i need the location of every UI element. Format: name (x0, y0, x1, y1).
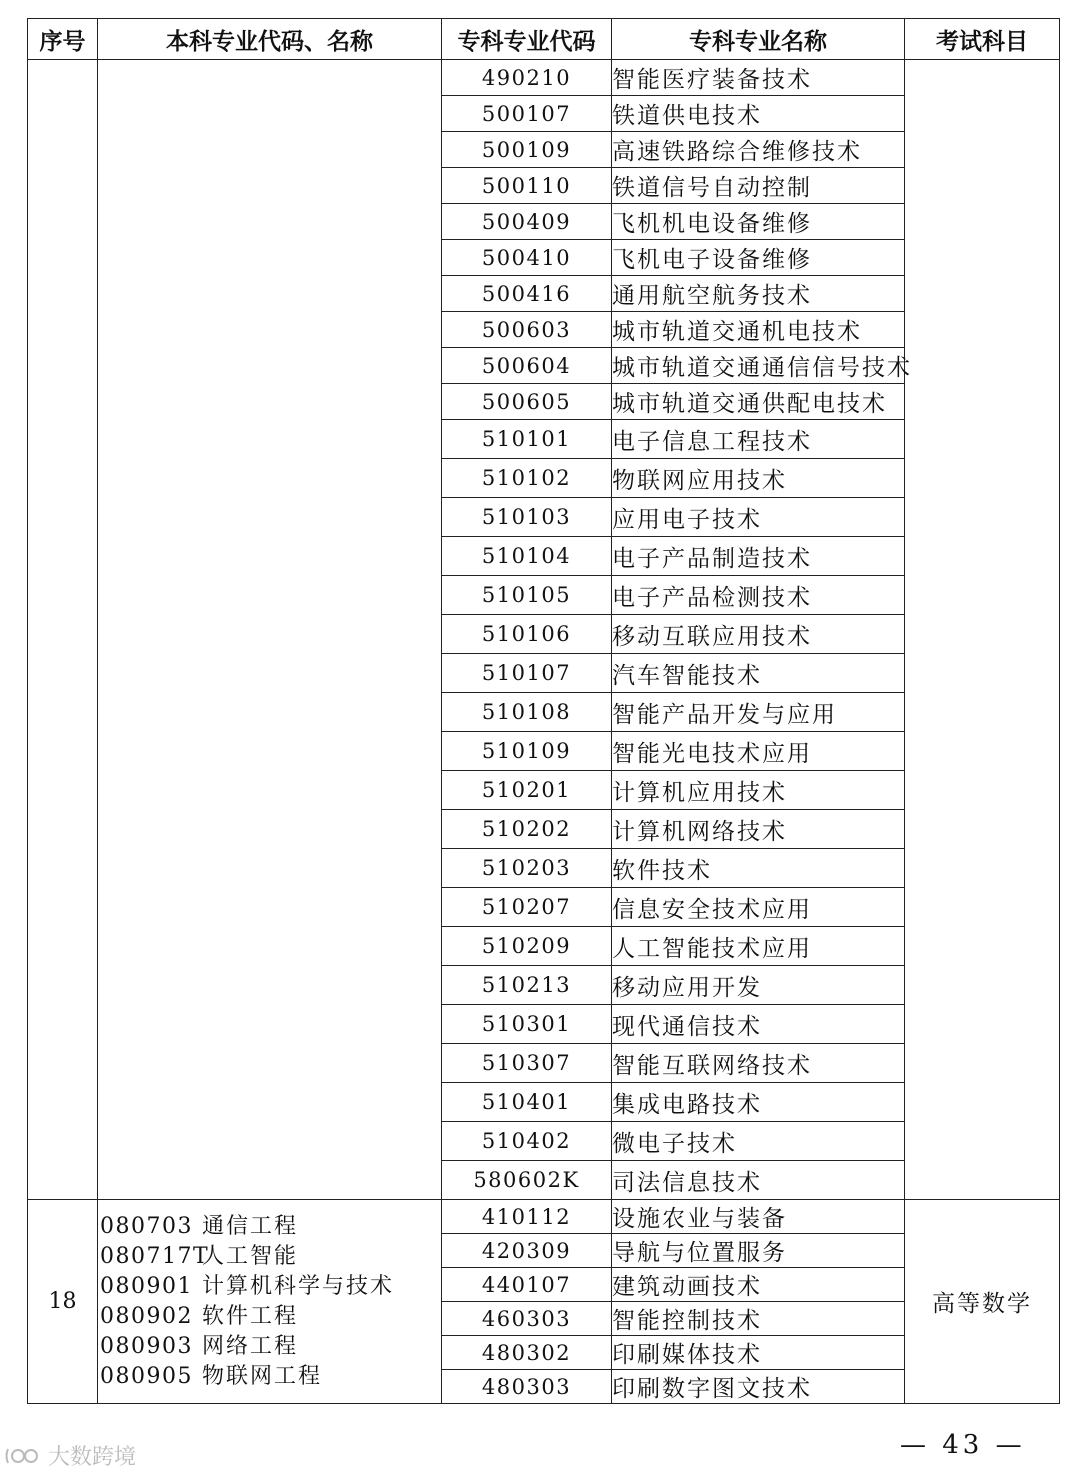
major-code: 410112 (442, 1200, 612, 1234)
major-name: 人工智能技术应用 (612, 927, 905, 966)
major-name: 移动应用开发 (612, 966, 905, 1005)
watermark-text: 大数跨境 (48, 1445, 137, 1470)
major-code: 420309 (442, 1234, 612, 1268)
seq-cell: 18 (28, 1200, 98, 1404)
major-code: 500604 (442, 348, 612, 384)
header-code: 专科专业代码 (442, 19, 612, 60)
major-name: 计算机应用技术 (612, 771, 905, 810)
major-name: 建筑动画技术 (612, 1268, 905, 1302)
major-name: 微电子技术 (612, 1122, 905, 1161)
undergrad-code: 080903 (100, 1333, 193, 1359)
major-name: 汽车智能技术 (612, 654, 905, 693)
major-name: 智能产品开发与应用 (612, 693, 905, 732)
major-name: 高速铁路综合维修技术 (612, 132, 905, 168)
major-code: 580602K (442, 1161, 612, 1200)
major-code: 460303 (442, 1302, 612, 1336)
major-code: 510307 (442, 1044, 612, 1083)
major-name: 计算机网络技术 (612, 810, 905, 849)
major-name: 铁道供电技术 (612, 96, 905, 132)
major-name: 设施农业与装备 (612, 1200, 905, 1234)
major-code: 500110 (442, 168, 612, 204)
header-row (28, 19, 1060, 60)
undergrad-name: 通信工程 (202, 1213, 299, 1239)
undergrad-item (98, 1272, 441, 1302)
undergrad-code: 080905 (100, 1363, 193, 1389)
major-name: 智能互联网络技术 (612, 1044, 905, 1083)
major-name: 电子产品检测技术 (612, 576, 905, 615)
major-name: 集成电路技术 (612, 1083, 905, 1122)
major-code: 510107 (442, 654, 612, 693)
major-name: 电子信息工程技术 (612, 420, 905, 459)
major-name: 飞机机电设备维修 (612, 204, 905, 240)
table-row (28, 60, 1060, 96)
undergrad-name: 人工智能 (202, 1243, 299, 1269)
major-code: 510201 (442, 771, 612, 810)
major-name: 城市轨道交通机电技术 (612, 312, 905, 348)
header-name: 专科专业名称 (612, 19, 905, 60)
major-code: 500416 (442, 276, 612, 312)
table-row (28, 1200, 1060, 1234)
majors-table (27, 18, 1060, 1404)
major-code: 480302 (442, 1336, 612, 1370)
undergrad-name: 网络工程 (202, 1333, 299, 1359)
major-name: 印刷媒体技术 (612, 1336, 905, 1370)
major-code: 510102 (442, 459, 612, 498)
major-name: 电子产品制造技术 (612, 537, 905, 576)
major-code: 510203 (442, 849, 612, 888)
major-code: 490210 (442, 60, 612, 96)
major-name: 印刷数字图文技术 (612, 1370, 905, 1404)
major-code: 510105 (442, 576, 612, 615)
major-name: 应用电子技术 (612, 498, 905, 537)
major-code: 510401 (442, 1083, 612, 1122)
major-code: 510104 (442, 537, 612, 576)
major-code: 510402 (442, 1122, 612, 1161)
major-code: 440107 (442, 1268, 612, 1302)
major-code: 510207 (442, 888, 612, 927)
major-name: 导航与位置服务 (612, 1234, 905, 1268)
header-subject: 考试科目 (905, 19, 1060, 60)
undergrad-item (98, 1362, 441, 1392)
major-name: 智能医疗装备技术 (612, 60, 905, 96)
major-code: 510106 (442, 615, 612, 654)
header-undergrad: 本科专业代码、名称 (98, 19, 442, 60)
major-name: 司法信息技术 (612, 1161, 905, 1200)
major-code: 510101 (442, 420, 612, 459)
major-name: 飞机电子设备维修 (612, 240, 905, 276)
major-code: 510108 (442, 693, 612, 732)
major-code: 480303 (442, 1370, 612, 1404)
major-code: 500107 (442, 96, 612, 132)
header-seq: 序号 (28, 19, 98, 60)
major-name: 通用航空航务技术 (612, 276, 905, 312)
major-code: 510103 (442, 498, 612, 537)
undergrad-code: 080901 (100, 1273, 193, 1299)
undergrad-cell (98, 1200, 442, 1404)
undergrad-code: 080703 (100, 1213, 193, 1239)
page-number: — 43 — (900, 1430, 1026, 1460)
major-code: 500603 (442, 312, 612, 348)
undergrad-cell-empty (98, 60, 442, 1200)
watermark (4, 1440, 136, 1471)
major-code: 500409 (442, 204, 612, 240)
major-name: 铁道信号自动控制 (612, 168, 905, 204)
major-code: 510202 (442, 810, 612, 849)
subject-cell-empty (905, 60, 1060, 1200)
major-name: 物联网应用技术 (612, 459, 905, 498)
major-name: 移动互联应用技术 (612, 615, 905, 654)
subject-cell: 高等数学 (905, 1200, 1060, 1404)
seq-cell-empty (28, 60, 98, 1200)
major-name: 智能光电技术应用 (612, 732, 905, 771)
undergrad-code: 080902 (100, 1303, 193, 1329)
major-name: 信息安全技术应用 (612, 888, 905, 927)
undergrad-item (98, 1242, 441, 1272)
major-code: 500605 (442, 384, 612, 420)
undergrad-item (98, 1212, 441, 1242)
undergrad-name: 物联网工程 (202, 1363, 323, 1389)
major-code: 500109 (442, 132, 612, 168)
major-code: 510109 (442, 732, 612, 771)
major-name: 智能控制技术 (612, 1302, 905, 1336)
major-code: 510213 (442, 966, 612, 1005)
undergrad-name: 软件工程 (202, 1303, 299, 1329)
major-code: 510301 (442, 1005, 612, 1044)
major-name: 现代通信技术 (612, 1005, 905, 1044)
major-code: 510209 (442, 927, 612, 966)
major-name: 城市轨道交通通信信号技术 (612, 348, 905, 384)
undergrad-item (98, 1332, 441, 1362)
undergrad-item (98, 1302, 441, 1332)
undergrad-code: 080717T (100, 1243, 210, 1269)
major-code: 500410 (442, 240, 612, 276)
undergrad-name: 计算机科学与技术 (202, 1273, 395, 1299)
watermark-logo-icon (4, 1445, 42, 1467)
major-name: 软件技术 (612, 849, 905, 888)
major-name: 城市轨道交通供配电技术 (612, 384, 905, 420)
